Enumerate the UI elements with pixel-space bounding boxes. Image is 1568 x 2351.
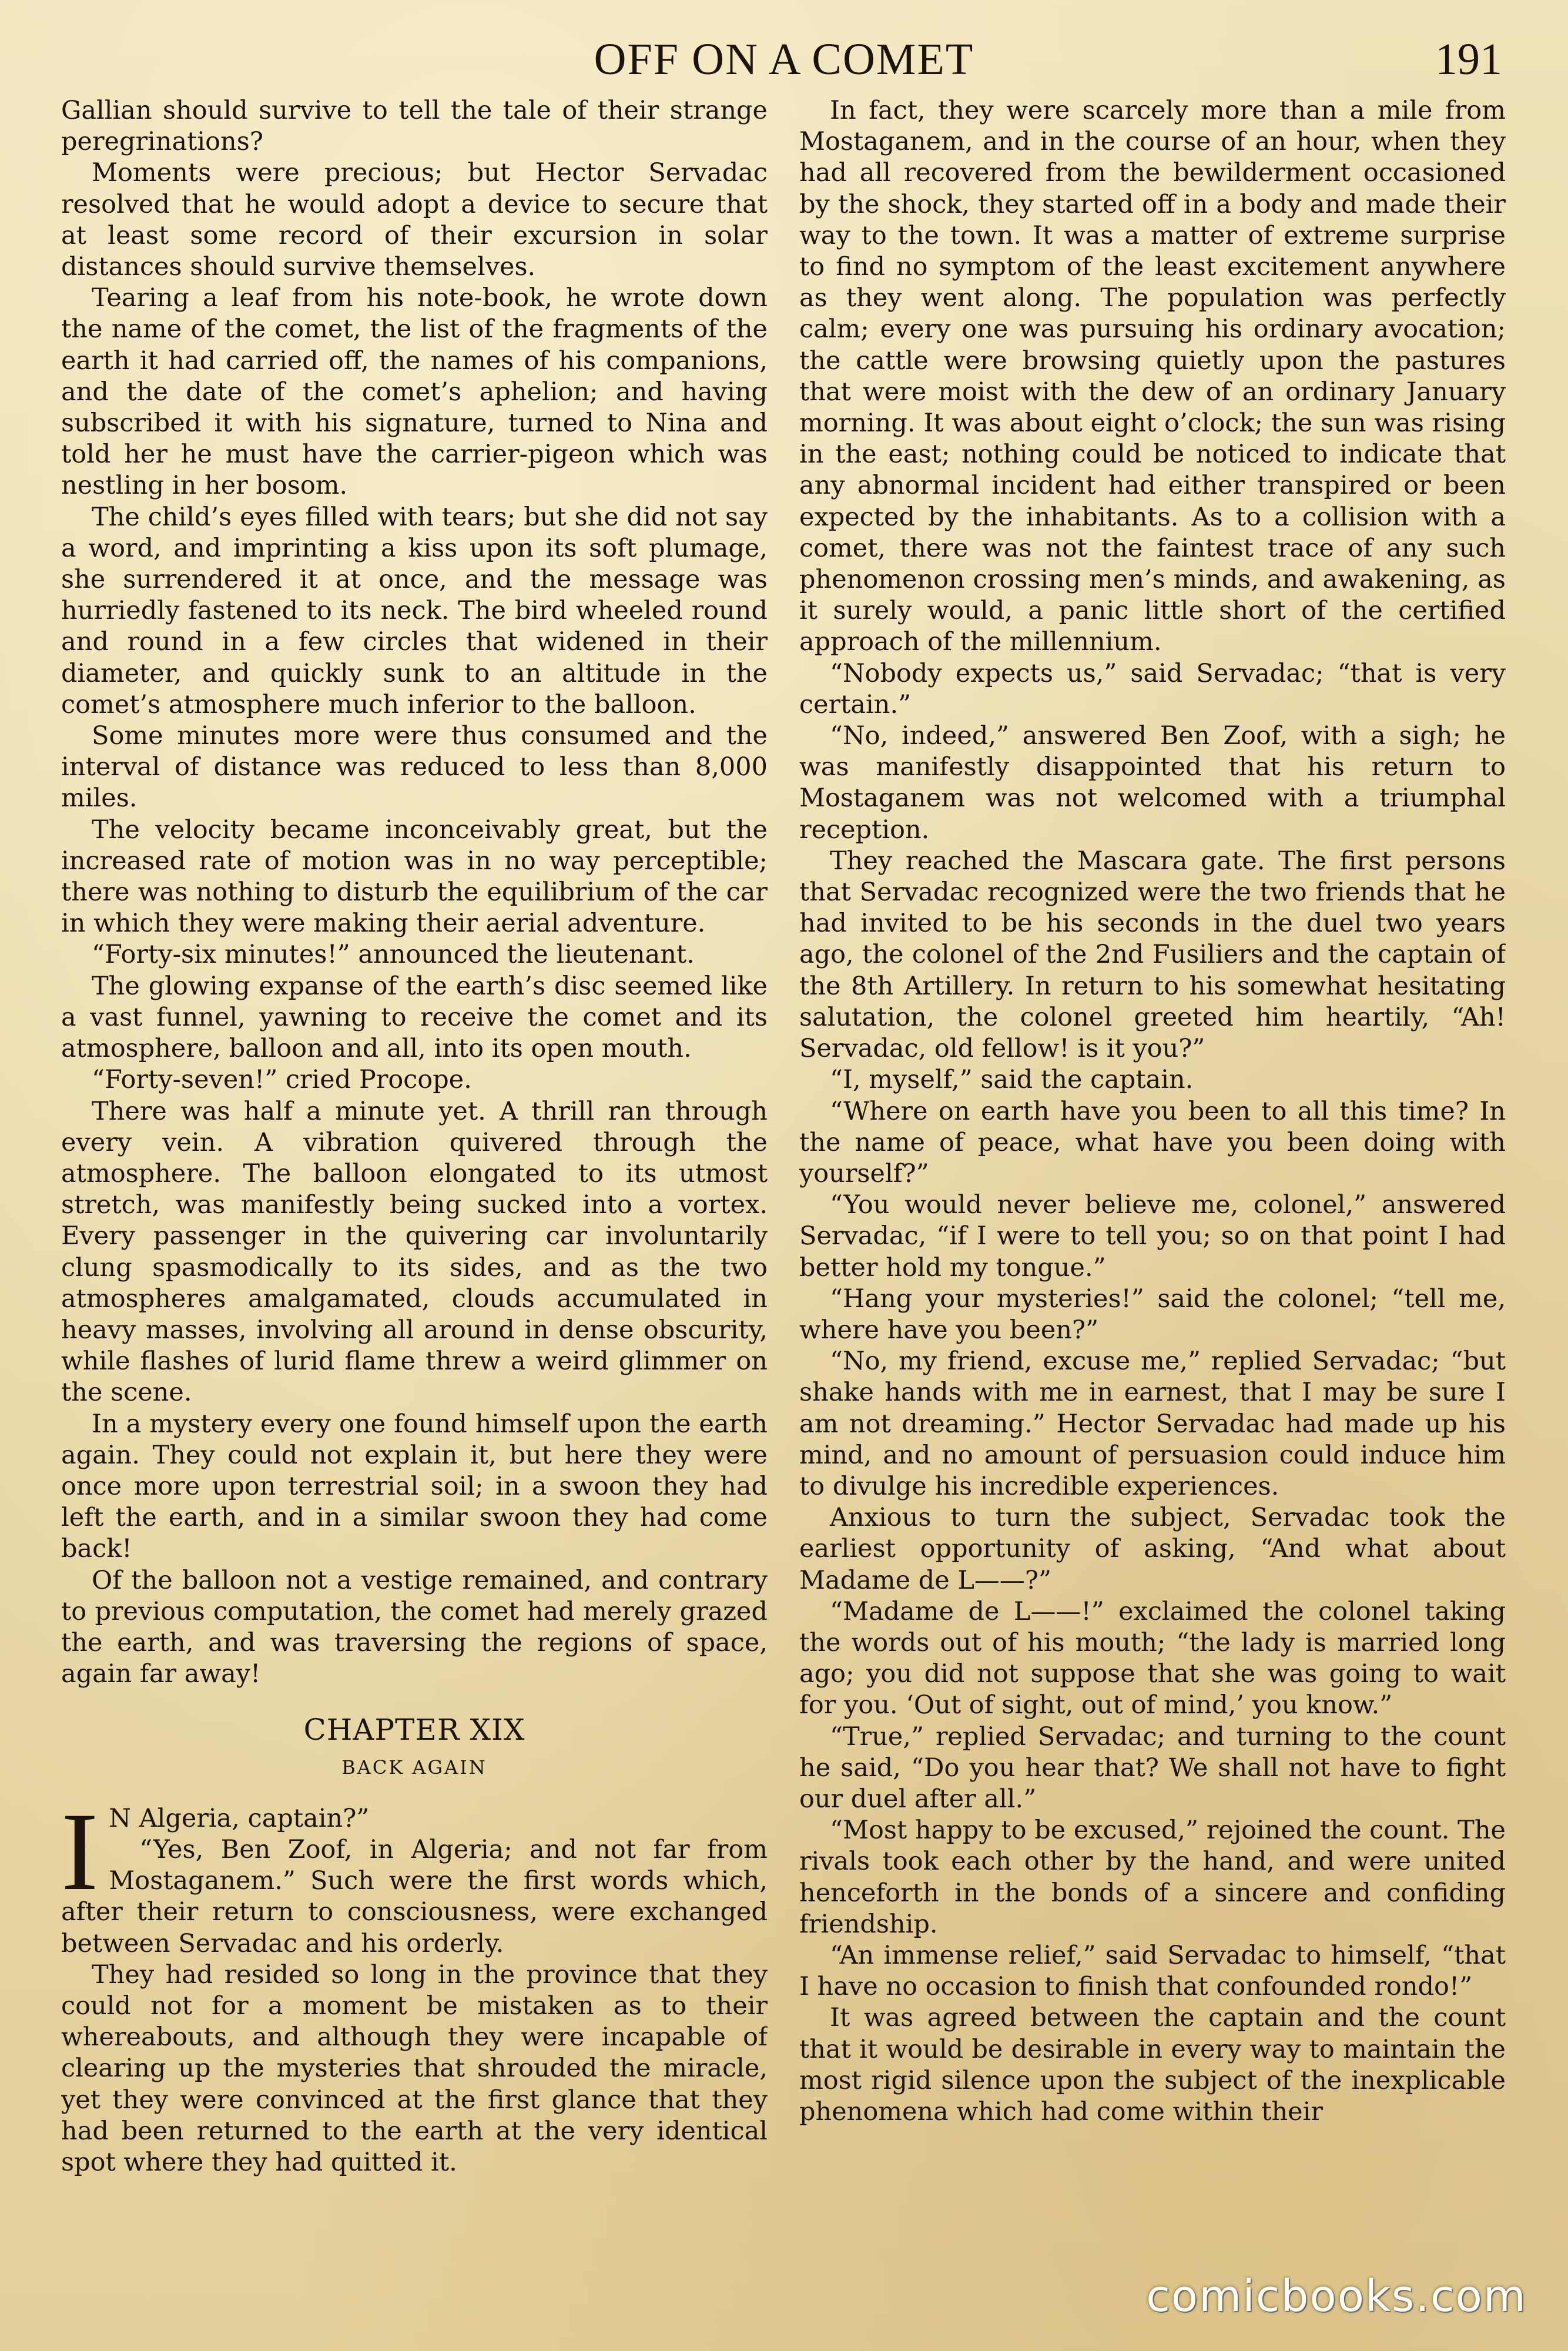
- paragraph: Moments were precious; but Hector Servadac resolved that he would adopt a device to secure that at least some record of their excursion in solar distances should survive themselves.: [61, 158, 768, 282]
- paragraph: The velocity became inconceivably great, but the increased rate of motion was in no way perceptible; there was nothing to disturb the equilibrium of the car in which they were making their aerial adventure.: [61, 815, 768, 939]
- page-header: [0, 24, 1568, 100]
- paragraph: “I, myself,” said the captain.: [830, 1065, 1194, 1095]
- paragraph: “True,” replied Servadac; and turning to the count he said, “Do you hear that? We shall not have to fight our duel after all.”: [799, 1722, 1506, 1814]
- paragraph: Gallian should survive to tell the tale of their strange peregrinations?: [61, 96, 768, 157]
- paragraph: “Forty-six minutes!” announced the lieutenant.: [92, 940, 695, 970]
- running-title: OFF ON A COMET: [594, 35, 974, 84]
- paragraph: “Most happy to be excused,” rejoined the count. The rivals took each other by the hand, and were united henceforth in the bonds of a sincere and confiding friendship.: [799, 1816, 1506, 1939]
- paragraph: “You would never believe me, colonel,” answered Servadac, “if I were to tell you; so on that point I had better hold my tongue.”: [799, 1190, 1506, 1282]
- paragraph: Tearing a leaf from his note-book, he wrote down the name of the comet, the list of the fragments of the earth it had carried off, the names of his companions, and the date of the comet’s aphelion; and having subscribed it with his signature, turned to Nina and told her he must have the carrier-pigeon which was nestling in her bosom.: [61, 283, 768, 501]
- paragraph: “An immense relief,” said Servadac to himself, “that I have no occasion to finish that confounded rondo!”: [799, 1940, 1506, 2002]
- paragraph: The child’s eyes filled with tears; but she did not say a word, and imprinting a kiss upon its soft plumage, she surrendered it at once, and the message was hurriedly fastened to its neck. The bird wheeled round and round in a few circles that widened in their diameter, and quickly sunk to an altitude in the comet’s atmosphere much inferior to the balloon.: [61, 502, 768, 719]
- paragraph: In fact, they were scarcely more than a mile from Mostaganem, and in the course of an hour, when they had all recovered from the bewilderment occasioned by the shock, they started off in a body and made their way to the town. It was a matter of extreme surprise to find no symptom of the least excitement anywhere as they went along. The population was perfectly calm; every one was pursuing his ordinary avocation; the cattle were browsing quietly upon the pastures that were moist with the dew of an ordinary January morning. It was about eight o’clock; the sun was rising in the east; nothing could be noticed to indicate that any abnormal incident had either transpired or been expected by the inhabitants. As to a collision with a comet, there was not the faintest trace of any such phenomenon crossing men’s minds, and awakening, as it surely would, a panic little short of the certified approach of the millennium.: [799, 96, 1506, 657]
- page-number: 191: [1435, 35, 1502, 84]
- paragraph: Anxious to turn the subject, Servadac took the earliest opportunity of asking, “And what about Madame de L——?”: [799, 1503, 1506, 1595]
- paragraph: “No, my friend, excuse me,” replied Servadac; “but shake hands with me in earnest, that I may be sure I am not dreaming.” Hector Servadac had made up his mind, and no amount of persuasion could induce him to divulge his incredible experiences.: [799, 1347, 1506, 1501]
- paragraph: “Where on earth have you been to all this time? In the name of peace, what have you been doing with yourself?”: [799, 1096, 1506, 1188]
- paragraph: Of the balloon not a vestige remained, and contrary to previous computation, the comet had merely grazed the earth, and was traversing the regions of space, again far away!: [61, 1565, 768, 1689]
- paragraph: Some minutes more were thus consumed and the interval of distance was reduced to less than 8,000 miles.: [61, 721, 768, 813]
- paragraph: There was half a minute yet. A thrill ran through every vein. A vibration quivered through the atmosphere. The balloon elongated to its utmost stretch, was manifestly being sucked into a vortex. Every passenger in the quivering car involuntarily clung spasmodically to its sides, and as the two atmospheres amalgamated, clouds accumulated in heavy masses, involving all around in dense obscurity, while flashes of lurid flame threw a weird glimmer on the scene.: [61, 1096, 768, 1408]
- paragraph: They reached the Mascara gate. The first persons that Servadac recognized were the two friends that he had invited to be his seconds in the duel two years ago, the colonel of the 2nd Fusiliers and the captain of the 8th Artillery. In return to his somewhat hesitating salutation, the colonel greeted him heartily, “Ah! Servadac, old fellow! is it you?”: [799, 846, 1506, 1064]
- paragraph: In a mystery every one found himself upon the earth again. They could not explain it, but here they were once more upon terrestrial soil; in a swoon they had left the earth, and in a similar swoon they had come back!: [61, 1409, 768, 1564]
- paragraph: “No, indeed,” answered Ben Zoof, with a sigh; he was manifestly disappointed that his return to Mostaganem was not welcomed with a triumphal reception.: [799, 721, 1506, 845]
- chapter-subtitle: BACK AGAIN: [341, 1756, 487, 1779]
- drop-cap: I: [61, 1790, 99, 1914]
- paragraph: “Nobody expects us,” said Servadac; “that is very certain.”: [799, 658, 1506, 719]
- paragraph: The glowing expanse of the earth’s disc seemed like a vast funnel, yawning to receive the comet and its atmosphere, balloon and all, into its open mouth.: [61, 971, 768, 1064]
- watermark: comicbooks.com: [1146, 2271, 1527, 2322]
- paragraph: “Forty-seven!” cried Procope.: [92, 1065, 472, 1095]
- paragraph: “Madame de L——!” exclaimed the colonel taking the words out of his mouth; “the lady is married long ago; you did not suppose that she was going to wait for you. ‘Out of sight, out of mind,’ you know.”: [799, 1596, 1506, 1720]
- left-column: [61, 95, 768, 2270]
- chapter-heading: CHAPTER XIX: [303, 1713, 525, 1747]
- paragraph: It was agreed between the captain and the count that it would be desirable in every way to maintain the most rigid silence upon the subject of the inexplicable phenomena which had come within their: [799, 2003, 1506, 2126]
- paragraph: “Hang your mysteries!” said the colonel; “tell me, where have you been?”: [799, 1284, 1506, 1345]
- paragraph: “Yes, Ben Zoof, in Algeria; and not far from Mostaganem.” Such were the first words which, after their return to consciousness, were exchanged between Servadac and his orderly.: [61, 1834, 768, 1958]
- right-column: [799, 95, 1506, 2270]
- paragraph: They had resided so long in the province that they could not for a moment be mistaken as to their whereabouts, and although they were incapable of clearing up the mysteries that shrouded the miracle, yet they were convinced at the first glance that they had been returned to the earth at the very identical spot where they had quitted it.: [61, 1960, 768, 2177]
- opening-line: N Algeria, captain?”: [109, 1803, 370, 1833]
